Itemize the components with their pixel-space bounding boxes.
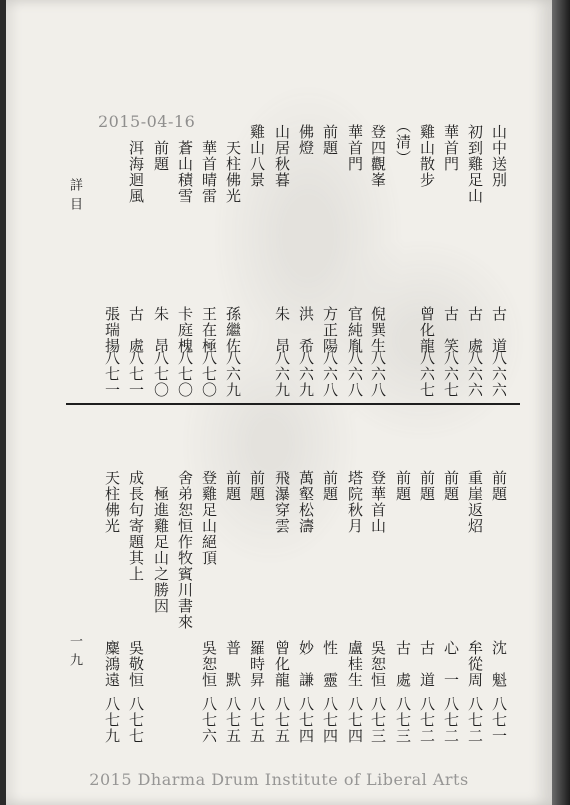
toc-page-number: 八六八: [369, 350, 387, 398]
toc-author: 官純胤: [346, 306, 364, 354]
toc-title: 山中送別: [490, 124, 508, 188]
toc-title: 登華首山: [369, 470, 387, 534]
scan-edge-shadow: [552, 0, 570, 805]
toc-title: 天柱佛光: [224, 140, 242, 204]
toc-author: 曾化龍: [418, 306, 436, 354]
toc-page-number: 八七四: [321, 696, 339, 744]
toc-author: 吳恕恒: [369, 640, 387, 688]
toc-author: 古 笑: [442, 306, 460, 354]
toc-page-number: 八七六: [200, 696, 218, 744]
toc-page-number: 八七九: [103, 696, 121, 744]
toc-page-number: 八七一: [103, 350, 121, 398]
toc-title: 華首門: [442, 124, 460, 172]
toc-title: 飛瀑穿雲: [273, 470, 291, 534]
toc-author: 孫繼佐: [224, 306, 242, 354]
toc-title: 華首門: [346, 124, 364, 172]
toc-author: 古 道: [418, 640, 436, 688]
toc-author: 張瑞揚: [103, 306, 121, 354]
toc-page-number: 八七五: [248, 696, 266, 744]
toc-page-number: 八七〇: [152, 350, 170, 398]
toc-author: 王在極: [200, 306, 218, 354]
institute-watermark: 2015 Dharma Drum Institute of Liberal Arts: [89, 770, 469, 789]
toc-author: 吳恕恒: [200, 640, 218, 688]
toc-title: 成長句寄題其上: [127, 470, 145, 582]
toc-author: 洪 希: [297, 306, 315, 354]
toc-page-number: 八七〇: [176, 350, 194, 398]
toc-page-number: 八六九: [273, 350, 291, 398]
toc-title: 前題: [321, 124, 339, 156]
toc-page-number: 八六七: [442, 350, 460, 398]
toc-page-number: 八六八: [346, 350, 364, 398]
toc-title: 雞山散步: [418, 124, 436, 188]
date-watermark: 2015-04-16: [98, 112, 196, 131]
toc-page-number: 八七五: [224, 696, 242, 744]
toc-author: 古 處: [394, 640, 412, 688]
toc-author: 古 處: [466, 306, 484, 354]
toc-page-number: 八六七: [418, 350, 436, 398]
toc-author: 朱 昂: [273, 306, 291, 354]
toc-title: 山居秋暮: [273, 124, 291, 188]
toc-page-number: 八七一: [490, 696, 508, 744]
toc-author: 沈 魁: [490, 640, 508, 688]
toc-title: 登四觀峯: [369, 124, 387, 188]
toc-title: 前題: [394, 470, 412, 502]
toc-dynasty-marker: （清）: [394, 118, 412, 166]
toc-author: 普 默: [224, 640, 242, 688]
toc-author: 妙 謙: [297, 640, 315, 688]
toc-title: 蒼山積雪: [176, 140, 194, 204]
toc-page-number: 八七一: [127, 350, 145, 398]
toc-author: 倪巽生: [369, 306, 387, 354]
toc-author: 卡庭槐: [176, 306, 194, 354]
toc-page-number: 八七二: [442, 696, 460, 744]
toc-page-number: 八六六: [466, 350, 484, 398]
toc-title: 萬壑松濤: [297, 470, 315, 534]
side-label: 詳目: [67, 178, 82, 216]
toc-page-number: 八七二: [418, 696, 436, 744]
toc-title: 塔院秋月: [346, 470, 364, 534]
toc-page-number: 八六六: [490, 350, 508, 398]
toc-author: 曾化龍: [273, 640, 291, 688]
toc-title: 佛燈: [297, 124, 315, 156]
toc-title: 登雞足山絕頂: [200, 470, 218, 566]
toc-title: 天柱佛光: [103, 470, 121, 534]
toc-author: 麋鴻遠: [103, 640, 121, 688]
toc-author: 盧桂生: [346, 640, 364, 688]
toc-author: 方正陽: [321, 306, 339, 354]
toc-page-number: 八七五: [273, 696, 291, 744]
toc-page-number: 八六九: [224, 350, 242, 398]
toc-title: 前題: [248, 470, 266, 502]
toc-page-number: 八六八: [321, 350, 339, 398]
toc-title: 重崖返炤: [466, 470, 484, 534]
toc-title: 前題: [224, 470, 242, 502]
toc-title: 極進雞足山之勝因: [152, 486, 170, 614]
document-page: [6, 0, 552, 805]
toc-title: 前題: [152, 140, 170, 172]
toc-title: 前題: [321, 470, 339, 502]
toc-page-number: 八七二: [466, 696, 484, 744]
toc-author: 羅時昇: [248, 640, 266, 688]
toc-title: 舍弟恕恒作牧賓川書來: [176, 470, 194, 630]
toc-author: 性 靈: [321, 640, 339, 688]
toc-title: 前題: [442, 470, 460, 502]
toc-title: 華首晴雷: [200, 140, 218, 204]
toc-author: 古 處: [127, 306, 145, 354]
toc-title: 雞山八景: [248, 124, 266, 188]
toc-title: 初到雞足山: [466, 124, 484, 204]
toc-author: 古 道: [490, 306, 508, 354]
toc-page-number: 八七四: [346, 696, 364, 744]
toc-page-number: 八七七: [127, 696, 145, 744]
toc-title: 前題: [418, 470, 436, 502]
toc-page-number: 八七〇: [200, 350, 218, 398]
toc-title: 洱海迴風: [127, 140, 145, 204]
section-divider: [66, 403, 520, 405]
toc-page-number: 八七三: [369, 696, 387, 744]
toc-author: 朱 昂: [152, 306, 170, 354]
toc-author: 吳敬恒: [127, 640, 145, 688]
page-number: 一九: [67, 634, 82, 672]
toc-page-number: 八六九: [297, 350, 315, 398]
toc-page-number: 八七四: [297, 696, 315, 744]
toc-title: 前題: [490, 470, 508, 502]
toc-page-number: 八七三: [394, 696, 412, 744]
toc-author: 牟從周: [466, 640, 484, 688]
toc-author: 心 一: [442, 640, 460, 688]
